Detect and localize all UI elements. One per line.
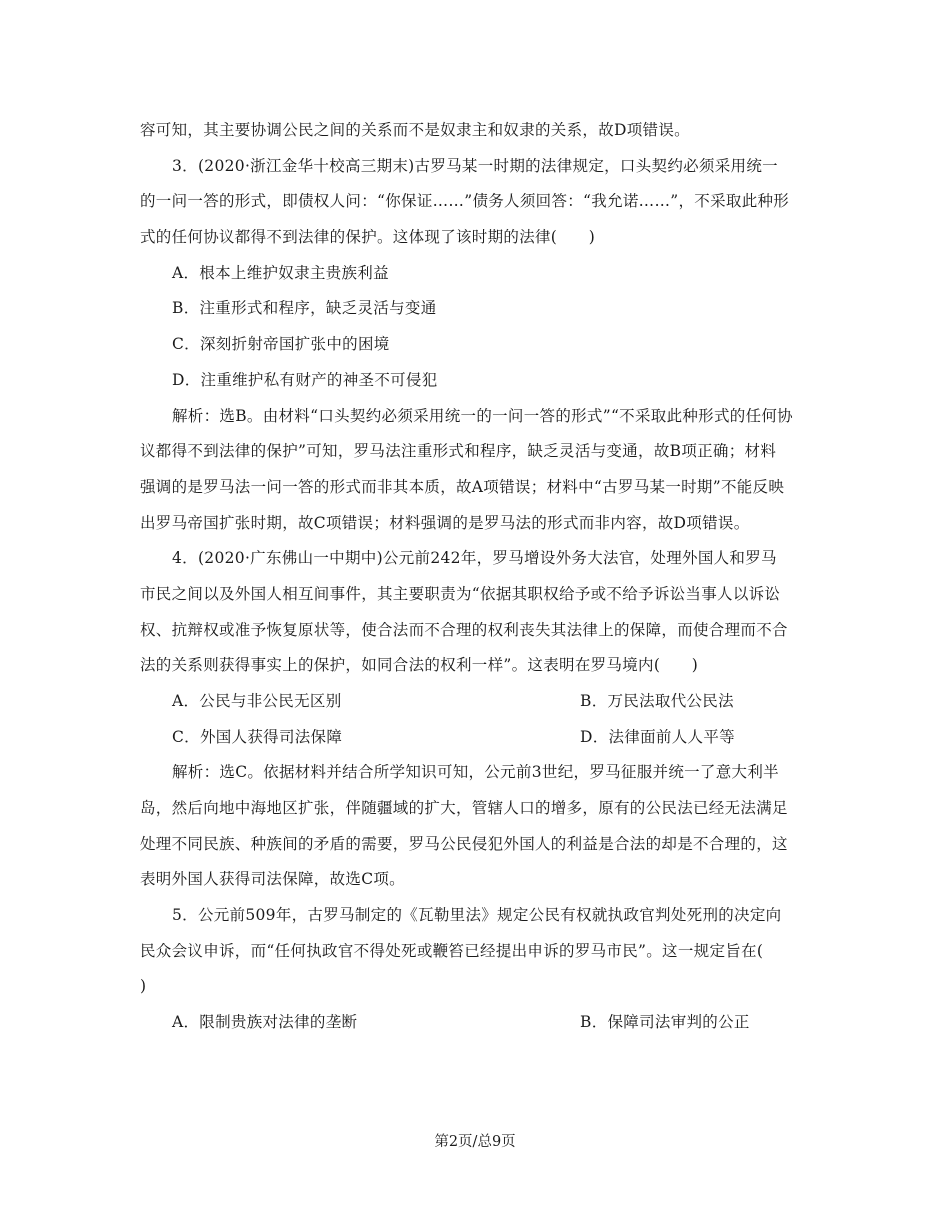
question-3-stem: 式的任何协议都得不到法律的保护。这体现了该时期的法律( ) [140,228,596,246]
option-a: A．限制贵族对法律的垄断 [172,1013,358,1031]
question-5-stem: ) [140,977,147,995]
answer-3-analysis: 出罗马帝国扩张时期，故C项错误；材料强调的是罗马法的形式而非内容，故D项错误。 [140,514,750,532]
text-line: 容可知，其主要协调公民之间的关系而不是奴隶主和奴隶的关系，故D项错误。 [140,121,690,139]
question-4-stem: 市民之间以及外国人相互间事件，其主要职责为“依据其职权给予或不给予诉讼当事人以诉讼 [140,585,781,603]
page-number: 第2页/总9页 [434,1134,516,1150]
question-4-stem: 4．(2020·广东佛山一中期中)公元前242年，罗马增设外务大法官，处理外国人和罗马 [172,549,777,567]
answer-3-analysis: 解析：选B。由材料“口头契约必须采用统一的一问一答的形式”“不采取此种形式的任何协 [172,407,793,425]
answer-4-analysis: 解析：选C。依据材料并结合所学知识可知，公元前3世纪，罗马征服并统一了意大利半 [172,763,779,781]
option-a: A．根本上维护奴隶主贵族利益 [172,264,389,282]
answer-4-analysis: 处理不同民族、种族间的矛盾的需要，罗马公民侵犯外国人的利益是合法的却是不合理的，这 [140,835,788,853]
question-5-stem: 5．公元前509年，古罗马制定的《瓦勒里法》规定公民有权就执政官判处死刑的决定向 [172,906,782,924]
question-3-stem: 3．(2020·浙江金华十校高三期末)古罗马某一时期的法律规定，口头契约必须采用统一 [172,157,778,175]
question-4-stem: 权、抗辩权或准予恢复原状等，使合法而不合理的权利丧失其法律上的保障，而使合理而不合 [140,621,788,639]
option-b: B．注重形式和程序，缺乏灵活与变通 [172,299,437,317]
question-5-stem: 民众会议申诉，而“任何执政官不得处死或鞭笞已经提出申诉的罗马市民”。这一规定旨在( [140,942,764,960]
option-b: B．万民法取代公民法 [580,692,734,710]
option-b: B．保障司法审判的公正 [580,1013,750,1031]
question-4-stem: 法的关系则获得事实上的保护，如同合法的权利一样”。这表明在罗马境内( ) [140,656,699,674]
option-a: A．公民与非公民无区别 [172,692,342,710]
option-d: D．法律面前人人平等 [580,728,735,746]
question-3-stem: 的一问一答的形式，即债权人问：“你保证……”债务人须回答：“我允诺……”，不采取此种形 [140,192,790,210]
option-c: C．深刻折射帝国扩张中的困境 [172,335,390,353]
answer-3-analysis: 议都得不到法律的保护”可知，罗马法注重形式和程序，缺乏灵活与变通，故B项正确；材料 [140,442,777,460]
answer-4-analysis: 表明外国人获得司法保障，故选C项。 [140,870,405,888]
option-c: C．外国人获得司法保障 [172,728,343,746]
answer-4-analysis: 岛，然后向地中海地区扩张，伴随疆域的扩大，管辖人口的增多，原有的公民法已经无法满足 [140,799,788,817]
answer-3-analysis: 强调的是罗马法一问一答的形式而非其本质，故A项错误；材料中“古罗马某一时期”不能反映 [140,478,785,496]
option-d: D．注重维护私有财产的神圣不可侵犯 [172,371,438,389]
